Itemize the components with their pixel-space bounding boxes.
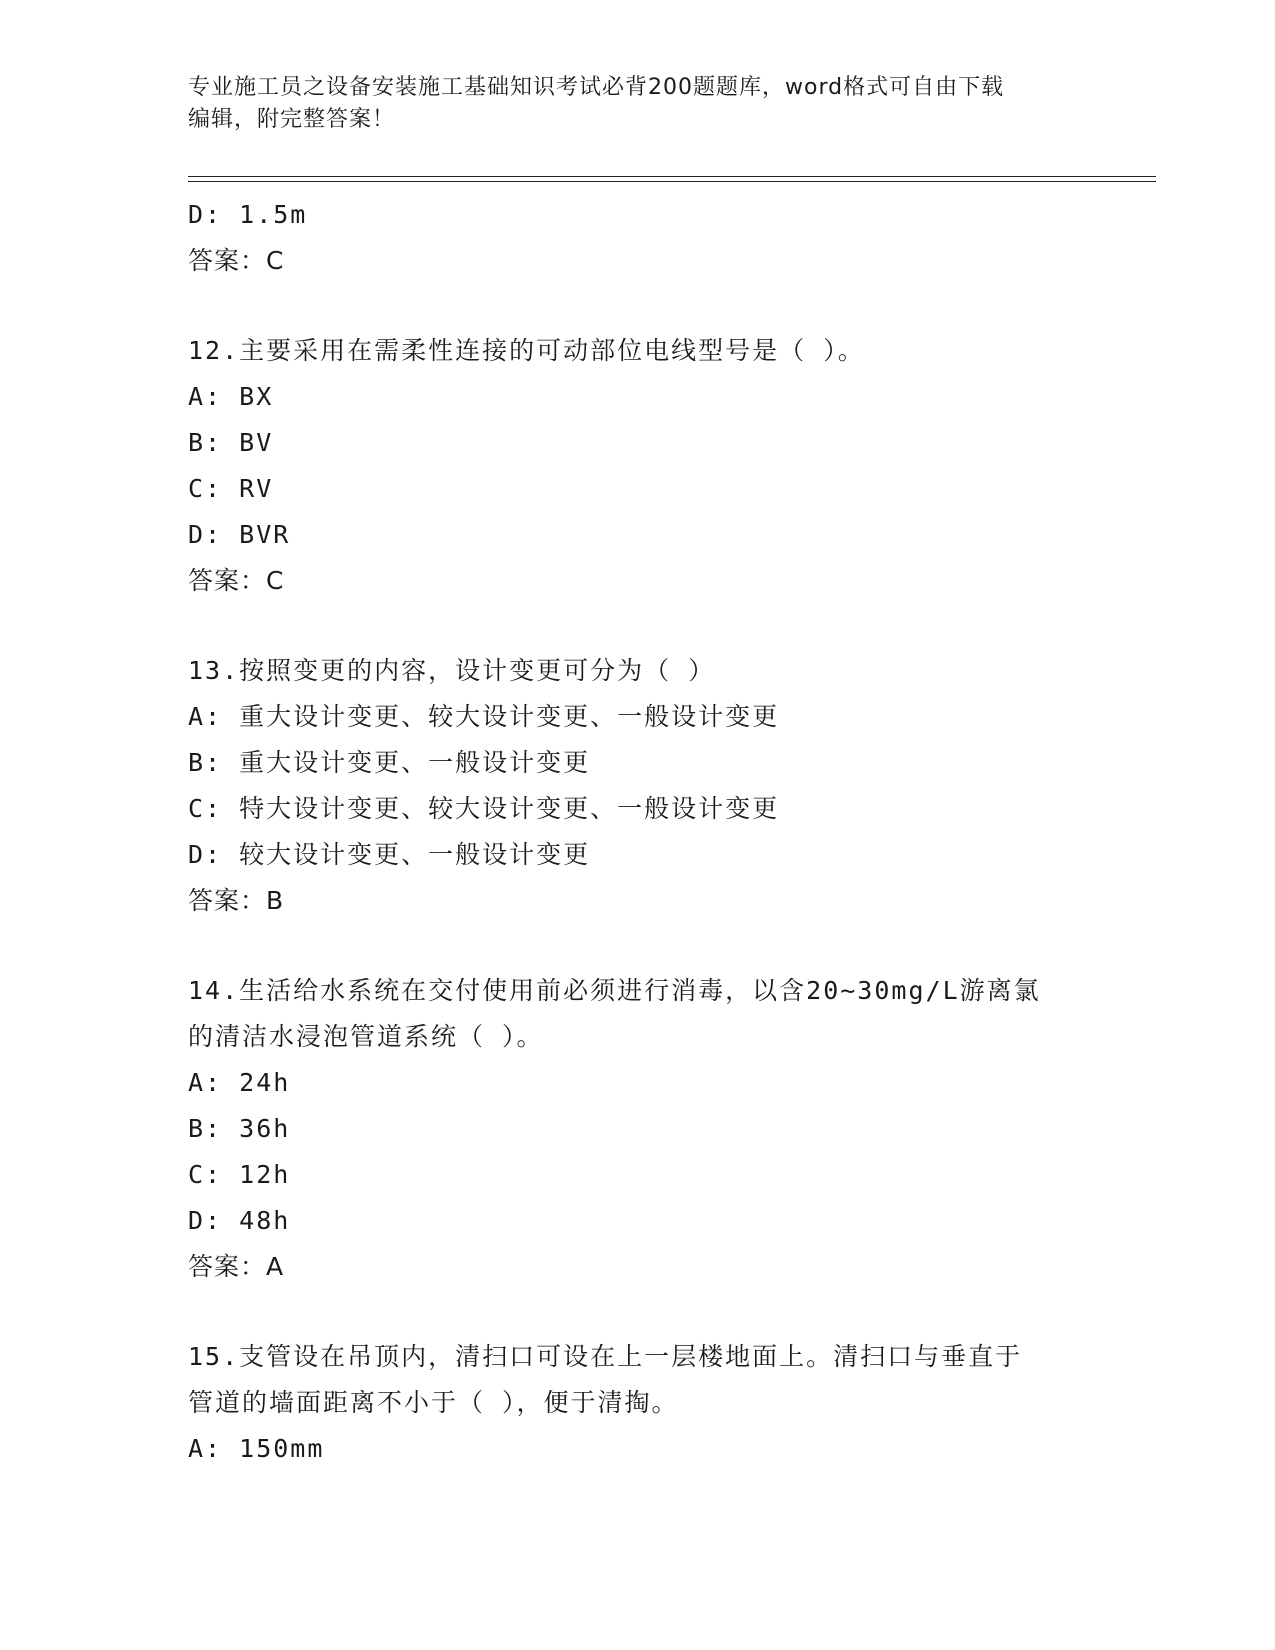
question-12 [188,328,1148,604]
header-divider-top [188,176,1156,177]
question-text: 12.主要采用在需柔性连接的可动部位电线型号是（ ）。 [188,336,865,365]
option-d: D: 较大设计变更、一般设计变更 [188,840,591,869]
option-c: C: 12h [188,1160,291,1189]
answer: 答案：C [188,566,285,595]
question-15 [188,1334,1148,1472]
option-b: B: BV [188,428,274,457]
header-title-line-1: 专业施工员之设备安装施工基础知识考试必背200题题库，word格式可自由下载 [188,75,1005,100]
option-a: A: 150mm [188,1434,325,1463]
question-text-continued: 的清洁水浸泡管道系统（ ）。 [188,1022,544,1051]
answer: 答案：A [188,1252,285,1281]
question-text-continued: 管道的墙面距离不小于（ ），便于清掏。 [188,1388,679,1417]
option-a: A: 重大设计变更、较大设计变更、一般设计变更 [188,702,780,731]
header-title-line-2: 编辑，附完整答案！ [188,107,396,132]
question-text: 13.按照变更的内容，设计变更可分为（ ） [188,656,716,685]
question-text: 15.支管设在吊顶内，清扫口可设在上一层楼地面上。清扫口与垂直于 [188,1342,1023,1371]
option-c: C: RV [188,474,274,503]
answer: 答案：C [188,246,285,275]
option-b: B: 36h [188,1114,291,1143]
question-list [188,192,1148,1472]
option-d: D: 1.5m [188,200,308,229]
header-divider-bottom [188,181,1156,182]
answer: 答案：B [188,886,285,915]
question-14 [188,968,1148,1290]
option-d: D: BVR [188,520,291,549]
question-13 [188,648,1148,924]
option-d: D: 48h [188,1206,291,1235]
option-c: C: 特大设计变更、较大设计变更、一般设计变更 [188,794,780,823]
option-a: A: 24h [188,1068,291,1097]
question-text: 14.生活给水系统在交付使用前必须进行消毒，以含20~30mg/L游离氯 [188,976,1041,1005]
option-b: B: 重大设计变更、一般设计变更 [188,748,591,777]
document-header [188,72,1088,136]
option-a: A: BX [188,382,274,411]
